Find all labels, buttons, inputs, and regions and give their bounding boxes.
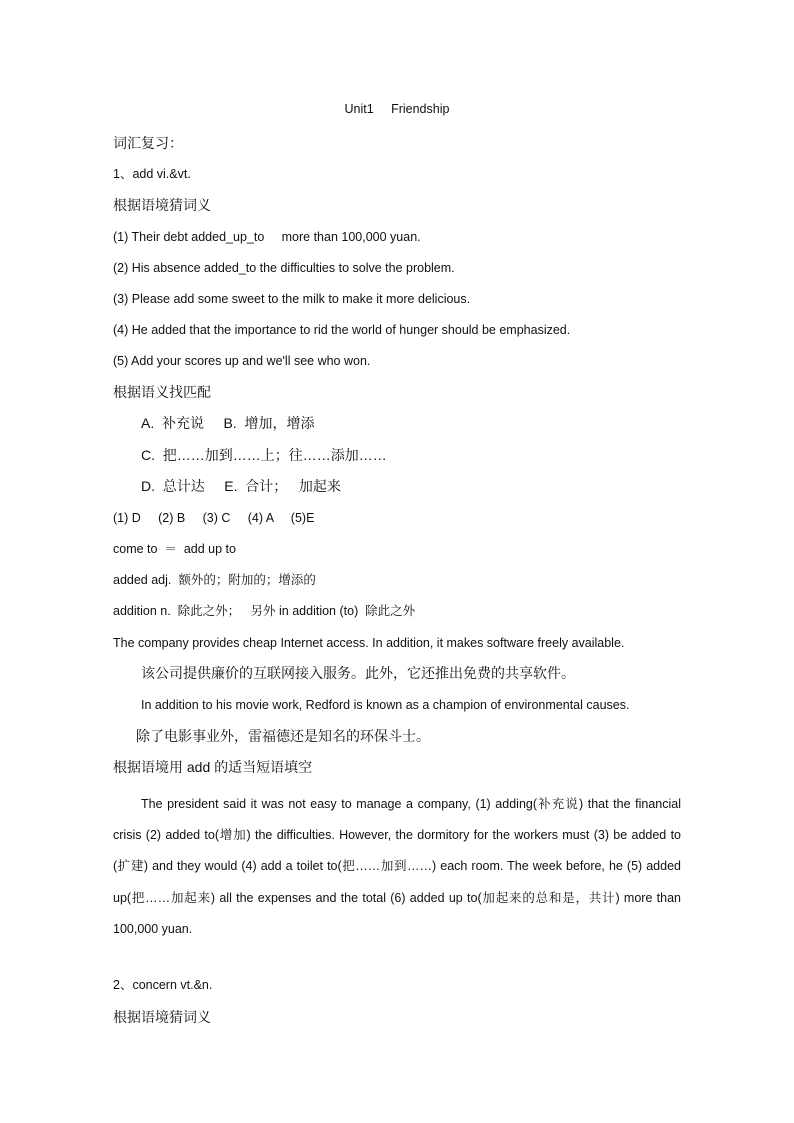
item2-heading: 2、concern vt.&n. bbox=[113, 978, 213, 992]
sentence-5: (5) Add your scores up and we'll see who won. bbox=[113, 354, 371, 368]
fill-paragraph: The president said it was not easy to manage a company, (1) adding(补充说) that the financial crisis (2) added to(增加) the difficulties. However, the dormitory for the workers must (3) be added to (扩建) and they would (4) add a toilet to(把……加到……) each room. The week before, he (5) added up(把……加起来) all the expenses and the total (6) added up to(加起来的总和是，共计) more than 100,000 yuan. bbox=[113, 797, 681, 936]
item1-heading: 1、add vi.&vt. bbox=[113, 167, 191, 181]
note-come-to: come to ＝ add up to bbox=[113, 542, 236, 556]
option-line-1: A. 补充说 B. 增加，增添 bbox=[141, 415, 315, 431]
example1-cn: 该公司提供廉价的互联网接入服务。此外，它还推出免费的共享软件。 bbox=[141, 665, 575, 681]
sentence-4: (4) He added that the importance to rid the world of hunger should be emphasized. bbox=[113, 323, 571, 337]
example2-cn: 除了电影事业外，雷福德还是知名的环保斗士。 bbox=[136, 728, 430, 744]
answers-line: (1) D (2) B (3) C (4) A (5)E bbox=[113, 511, 315, 525]
page-title: Unit1 Friendship bbox=[344, 102, 450, 116]
section-heading: 词汇复习： bbox=[113, 135, 183, 151]
item1-guess-heading: 根据语境猜词义 bbox=[113, 197, 211, 213]
sentence-1: (1) Their debt added_up_to more than 100,000 yuan. bbox=[113, 230, 421, 244]
note-added: added adj. 额外的；附加的；增添的 bbox=[113, 573, 316, 587]
option-line-2: C. 把……加到……上；往……添加…… bbox=[141, 447, 387, 463]
note-addition: addition n. 除此之外； 另外 in addition (to) 除此之外 bbox=[113, 604, 416, 618]
example1-en: The company provides cheap Internet access. In addition, it makes software freely available. bbox=[113, 636, 625, 650]
match-heading: 根据语义找匹配 bbox=[113, 384, 211, 400]
sentence-2: (2) His absence added_to the difficulties to solve the problem. bbox=[113, 261, 455, 275]
sentence-3: (3) Please add some sweet to the milk to make it more delicious. bbox=[113, 292, 471, 306]
fill-heading: 根据语境用 add 的适当短语填空 bbox=[113, 759, 313, 775]
item2-guess-heading: 根据语境猜词义 bbox=[113, 1009, 211, 1025]
option-line-3: D. 总计达 E. 合计； 加起来 bbox=[141, 478, 341, 494]
example2-en: In addition to his movie work, Redford is known as a champion of environmental causes. bbox=[141, 698, 630, 712]
